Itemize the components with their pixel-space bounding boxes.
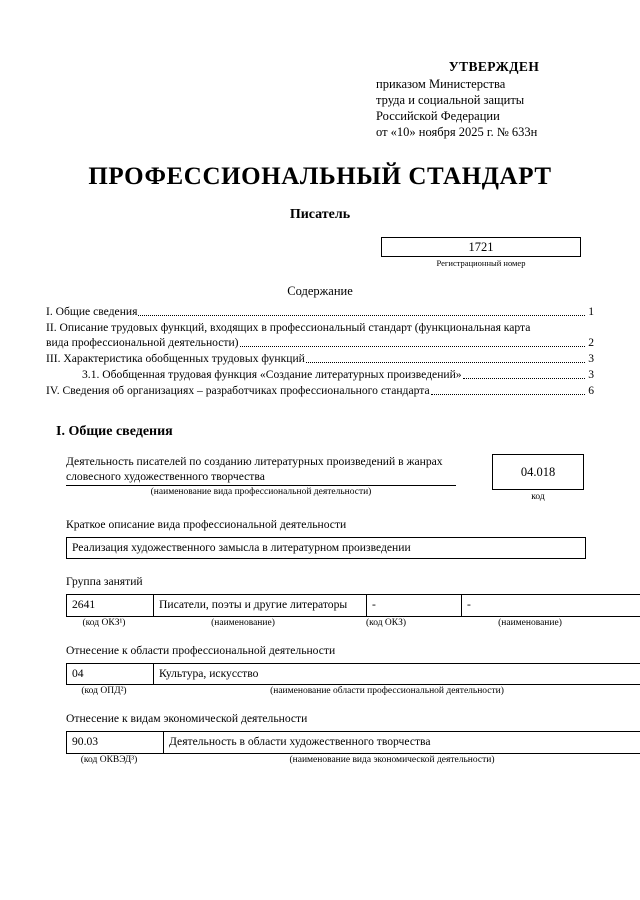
toc-item-4-page: 3 xyxy=(588,367,594,381)
economic-activity-captions xyxy=(66,755,632,765)
economic-activity-caption-1: (код ОКВЭД³) xyxy=(80,754,138,765)
toc-item-5-label: IV. Сведения об организациях – разработчиках профессионального стандарта xyxy=(46,383,430,397)
toc-item-2-page: 2 xyxy=(588,335,594,349)
professional-area-caption-1: (код ОПД²) xyxy=(81,686,127,697)
registration-number: 1721 xyxy=(381,237,581,257)
occupation-caption-2: (наименование) xyxy=(211,617,275,628)
toc-item-1-page: 1 xyxy=(588,304,594,318)
toc-item-3[interactable] xyxy=(46,351,594,366)
professional-area-name: Культура, искусство xyxy=(154,663,640,684)
approval-line-2: приказом Министерства xyxy=(376,76,506,91)
occupation-group-label: Группа занятий xyxy=(66,575,143,589)
professional-area-caption-2: (наименование области профессиональной деятельности) xyxy=(270,686,504,697)
toc-item-5[interactable] xyxy=(46,383,594,398)
toc-item-3-page: 3 xyxy=(588,351,594,365)
toc-leader xyxy=(240,345,586,347)
toc-item-5-page: 6 xyxy=(588,383,594,397)
registration-block xyxy=(381,237,581,268)
occupation-name-2: - xyxy=(462,595,640,616)
toc-leader xyxy=(463,377,586,379)
professional-area-label: Отнесение к области профессиональной деятельности xyxy=(66,643,336,657)
approval-heading: УТВЕРЖДЕН xyxy=(448,59,540,74)
occupation-caption-3: (код ОКЗ) xyxy=(365,617,407,628)
toc-item-1[interactable] xyxy=(46,304,594,319)
occupation-group-captions xyxy=(66,618,632,628)
occupation-code: 2641 xyxy=(67,595,154,616)
table-row xyxy=(67,663,640,684)
occupation-caption-4: (наименование) xyxy=(498,617,562,628)
approval-line-4: Российской Федерации xyxy=(376,109,500,124)
toc-item-3-label: III. Характеристика обобщенных трудовых функций xyxy=(46,351,305,365)
toc-leader xyxy=(138,314,585,316)
economic-activity-caption-2: (наименование вида экономической деятельности) xyxy=(289,754,495,765)
activity-row xyxy=(46,454,594,502)
professional-area-captions xyxy=(66,686,632,696)
toc-item-2-label-line1: II. Описание трудовых функций, входящих в профессиональный стандарт (функциональная карта xyxy=(46,320,531,334)
professional-area-code: 04 xyxy=(67,663,154,684)
toc-leader xyxy=(306,361,585,363)
toc-item-4-label: 3.1. Обобщенная трудовая функция «Создание литературных произведений» xyxy=(82,367,462,381)
approval-line-5: от «10» ноября 2025 г. № 633н xyxy=(376,125,538,140)
economic-activity-label: Отнесение к видам экономической деятельности xyxy=(66,712,308,726)
toc-item-4[interactable] xyxy=(46,367,594,382)
activity-code: 04.018 xyxy=(492,454,584,490)
approval-line-3: труда и социальной защиты xyxy=(376,92,525,107)
occupation-name: Писатели, поэты и другие литераторы xyxy=(154,595,367,616)
activity-code-caption: код xyxy=(531,491,545,502)
toc-item-2-label-line2: вида профессиональной деятельности) xyxy=(46,335,239,349)
occupation-caption-1: (код ОКЗ¹) xyxy=(82,617,126,628)
occupation-group-table xyxy=(66,594,640,616)
section-1-heading: I. Общие сведения xyxy=(56,423,173,439)
contents-heading: Содержание xyxy=(287,283,353,298)
approval-block xyxy=(376,58,594,141)
toc-leader xyxy=(431,393,586,395)
page-subtitle: Писатель xyxy=(289,206,351,222)
occupation-code-2: - xyxy=(367,595,462,616)
toc-item-2[interactable] xyxy=(46,320,594,350)
table-row xyxy=(67,732,640,753)
short-description-value: Реализация художественного замысла в литературном произведении xyxy=(66,537,586,559)
activity-name-caption: (наименование вида профессиональной деятельности) xyxy=(150,487,372,498)
page-title: ПРОФЕССИОНАЛЬНЫЙ СТАНДАРТ xyxy=(88,162,552,190)
economic-activity-table xyxy=(66,731,640,753)
registration-caption: Регистрационный номер xyxy=(436,257,526,268)
table-row xyxy=(67,595,640,616)
professional-area-table xyxy=(66,663,640,685)
activity-name: Деятельность писателей по созданию литературных произведений в жанрах словесного художественного творчества xyxy=(66,454,456,486)
economic-activity-name: Деятельность в области художественного творчества xyxy=(164,732,640,753)
short-description-label: Краткое описание вида профессиональной деятельности xyxy=(66,517,347,531)
toc-item-1-label: I. Общие сведения xyxy=(46,304,138,318)
economic-activity-code: 90.03 xyxy=(67,732,164,753)
